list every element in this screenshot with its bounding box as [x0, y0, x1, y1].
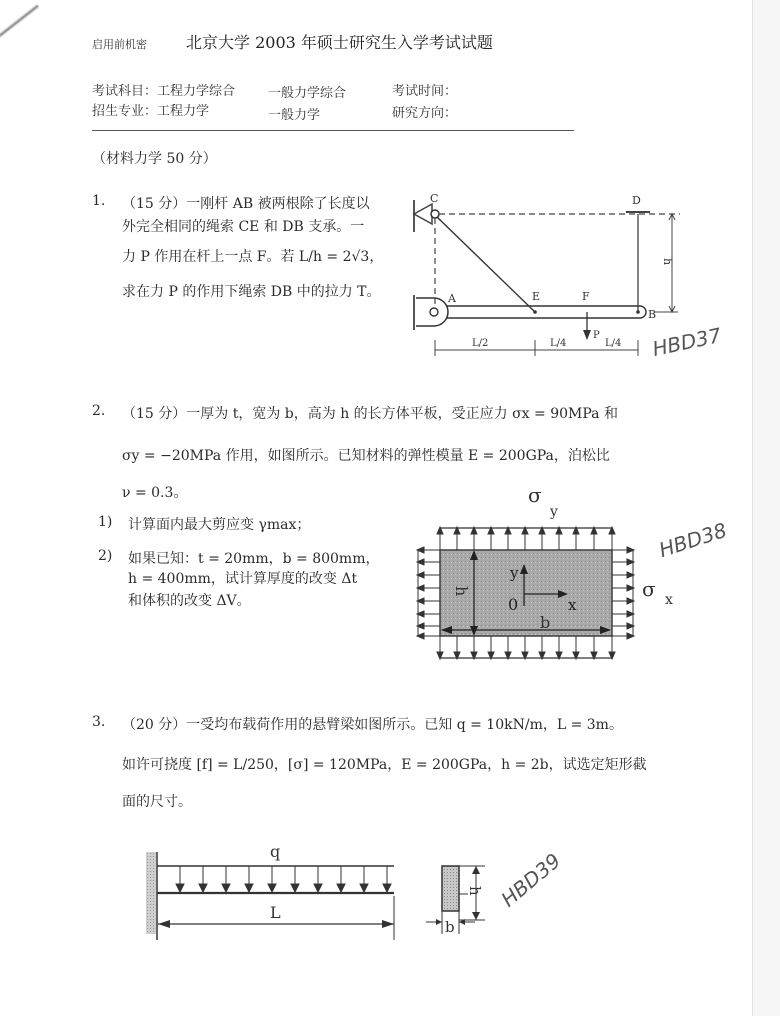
dim-l-quarter-1: L/4	[550, 338, 567, 349]
confidential-label: 启用前机密	[92, 38, 147, 51]
dim-l-half: L/2	[472, 338, 489, 349]
label-h: h	[661, 258, 674, 266]
q3-line1: （20 分）一受均布载荷作用的悬臂梁如图所示。已知 q = 10kN/m，L = 3m。	[122, 717, 623, 733]
sigma-y-symbol: σ	[528, 483, 542, 507]
q2-line2: σy = −20MPa 作用，如图所示。已知材料的弹性模量 E = 200GPa，泊松比	[122, 448, 610, 464]
q3-number: 3.	[92, 714, 106, 730]
q1-line3: 力 P 作用在杆上一点 F。若 L/h = 2√3，	[122, 249, 384, 265]
q2-line1: （15 分）一厚为 t，宽为 b，高为 h 的长方体平板，受正应力 σx = 90MPa 和	[122, 406, 618, 422]
major-label: 招生专业：工程力学	[92, 104, 210, 119]
sigma-y-subscript: y	[550, 504, 558, 520]
exam-title: 北京大学 2003 年硕士研究生入学考试试题	[186, 33, 493, 52]
q2-plate-stress-figure	[400, 480, 700, 670]
label-p: P	[593, 330, 600, 341]
q2-sub2-line3: 和体积的改变 ΔV。	[128, 593, 251, 609]
handwritten-label-hbd38: HBD38	[655, 517, 730, 563]
load-q-label: q	[270, 842, 281, 861]
section-b-label: b	[445, 918, 455, 936]
q2-sub2-line2: h = 400mm，试计算厚度的改变 Δt	[128, 571, 358, 587]
exam-time-label: 考试时间：	[392, 84, 458, 99]
q2-sub2-number: 2)	[98, 548, 113, 564]
subject-label: 考试科目：工程力学综合	[92, 84, 236, 99]
q2-number: 2.	[92, 403, 106, 419]
page-corner-fold	[0, 5, 39, 44]
dim-b-label: b	[540, 613, 551, 632]
section-title: （材料力学 50 分）	[92, 151, 217, 167]
q2-sub2-line1: 如果已知：t = 20mm，b = 800mm，	[128, 551, 380, 567]
label-b: B	[648, 308, 657, 321]
length-l-label: L	[270, 903, 281, 922]
label-f: F	[582, 290, 590, 303]
sigma-x-symbol: σ	[642, 577, 656, 601]
handwritten-label-hbd37: HBD37	[650, 323, 724, 361]
page-edge-shadow	[752, 0, 780, 1016]
q1-line4: 求在力 P 的作用下绳索 DB 中的拉力 T。	[122, 284, 381, 300]
q2-sub1: 计算面内最大剪应变 γmax；	[128, 517, 311, 533]
handwritten-label-hbd39: HBD39	[496, 848, 566, 912]
q2-sub1-number: 1)	[98, 514, 113, 530]
section-h-label: h	[466, 886, 484, 896]
header-divider	[92, 130, 574, 131]
label-a: A	[448, 292, 456, 305]
label-e: E	[532, 290, 541, 303]
sigma-x-subscript: x	[665, 592, 673, 608]
q3-line2: 如许可挠度 [f] = L/250，[σ] = 120MPa，E = 200GPa，h = 2b，试选定矩形截	[122, 757, 647, 773]
dim-h-label: h	[452, 586, 471, 597]
subject-alt: 一般力学综合	[268, 86, 347, 101]
research-direction-label: 研究方向：	[392, 106, 458, 121]
q1-number: 1.	[92, 193, 106, 209]
axis-y-label: y	[510, 564, 519, 582]
origin-label: 0	[508, 595, 519, 614]
q1-line2: 外完全相同的绳索 CE 和 DB 支承。一	[122, 219, 365, 235]
axis-x-label: x	[568, 596, 577, 614]
label-c: C	[430, 192, 439, 205]
q1-line1: （15 分）一刚杆 AB 被两根除了长度以	[122, 196, 370, 212]
q2-line3: ν = 0.3。	[122, 485, 188, 501]
major-alt: 一般力学	[268, 108, 321, 123]
q3-line3: 面的尺寸。	[122, 794, 192, 810]
dim-l-quarter-2: L/4	[605, 338, 622, 349]
label-d: D	[632, 194, 641, 207]
